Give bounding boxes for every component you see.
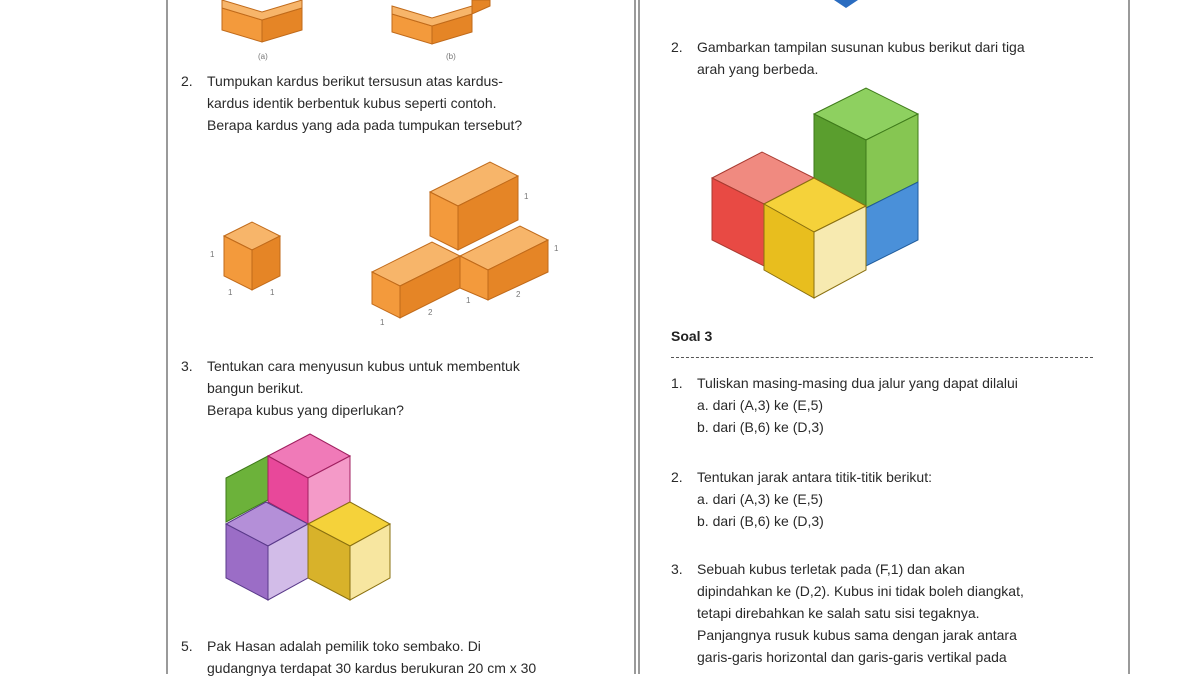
- text-line: dipindahkan ke (D,2). Kubus ini tidak boleh diangkat,: [697, 583, 1024, 599]
- text-line: Gambarkan tampilan susunan kubus berikut dari tiga: [697, 39, 1025, 55]
- text-line: Panjangnya rusuk kubus sama dengan jarak antara: [697, 627, 1017, 643]
- text-line: b. dari (B,6) ke (D,3): [697, 419, 824, 435]
- text-line: Berapa kardus yang ada pada tumpukan tersebut?: [207, 117, 523, 133]
- question-number: 2.: [181, 73, 193, 89]
- question-number: 2.: [671, 39, 683, 55]
- text-line: Berapa kubus yang diperlukan?: [207, 402, 404, 418]
- question-number: 5.: [181, 638, 193, 654]
- text-line: kardus identik berbentuk kubus seperti contoh.: [207, 95, 497, 111]
- text-line: Tentukan cara menyusun kubus untuk membentuk: [207, 358, 520, 374]
- section-title: Soal 3: [671, 328, 713, 344]
- question-text: [697, 466, 932, 532]
- text-line: b. dari (B,6) ke (D,3): [697, 513, 824, 529]
- text-line: gudangnya terdapat 30 kardus berukuran 20 cm x 30: [207, 660, 537, 676]
- dim-label: 1: [524, 192, 529, 201]
- text-line: garis-garis horizontal dan garis-garis vertikal pada: [697, 649, 1007, 665]
- dim-label: 1: [554, 244, 559, 253]
- dim-label: 1: [210, 250, 215, 259]
- text-line: Pak Hasan adalah pemilik toko sembako. Di: [207, 638, 481, 654]
- figure-label-b: (b): [446, 52, 456, 61]
- dim-label: 1: [270, 288, 275, 297]
- dim-label: 1: [466, 296, 471, 305]
- question-number: 3.: [671, 561, 683, 577]
- text-line: Tentukan jarak antara titik-titik berikut:: [697, 469, 932, 485]
- text-line: bangun berikut.: [207, 380, 304, 396]
- text-line: Sebuah kubus terletak pada (F,1) dan akan: [697, 561, 965, 577]
- question-number: 2.: [671, 469, 683, 485]
- divider: [671, 357, 1093, 358]
- text-line: arah yang berbeda.: [697, 61, 819, 77]
- text-line: tetapi direbahkan ke salah satu sisi tegaknya.: [697, 605, 980, 621]
- text-line: Tumpukan kardus berikut tersusun atas kardus-: [207, 73, 503, 89]
- dim-label: 1: [380, 318, 385, 327]
- text-line: a. dari (A,3) ke (E,5): [697, 491, 824, 507]
- figure-label-a: (a): [258, 52, 268, 61]
- question-text: [697, 558, 1024, 668]
- text-line: a. dari (A,3) ke (E,5): [697, 397, 824, 413]
- dim-label: 2: [516, 290, 521, 299]
- text-line: Tuliskan masing-masing dua jalur yang dapat dilalui: [697, 375, 1018, 391]
- question-text: [697, 372, 1018, 438]
- dim-label: 2: [428, 308, 433, 317]
- dim-label: 1: [228, 288, 233, 297]
- question-number: 3.: [181, 358, 193, 374]
- question-number: 1.: [671, 375, 683, 391]
